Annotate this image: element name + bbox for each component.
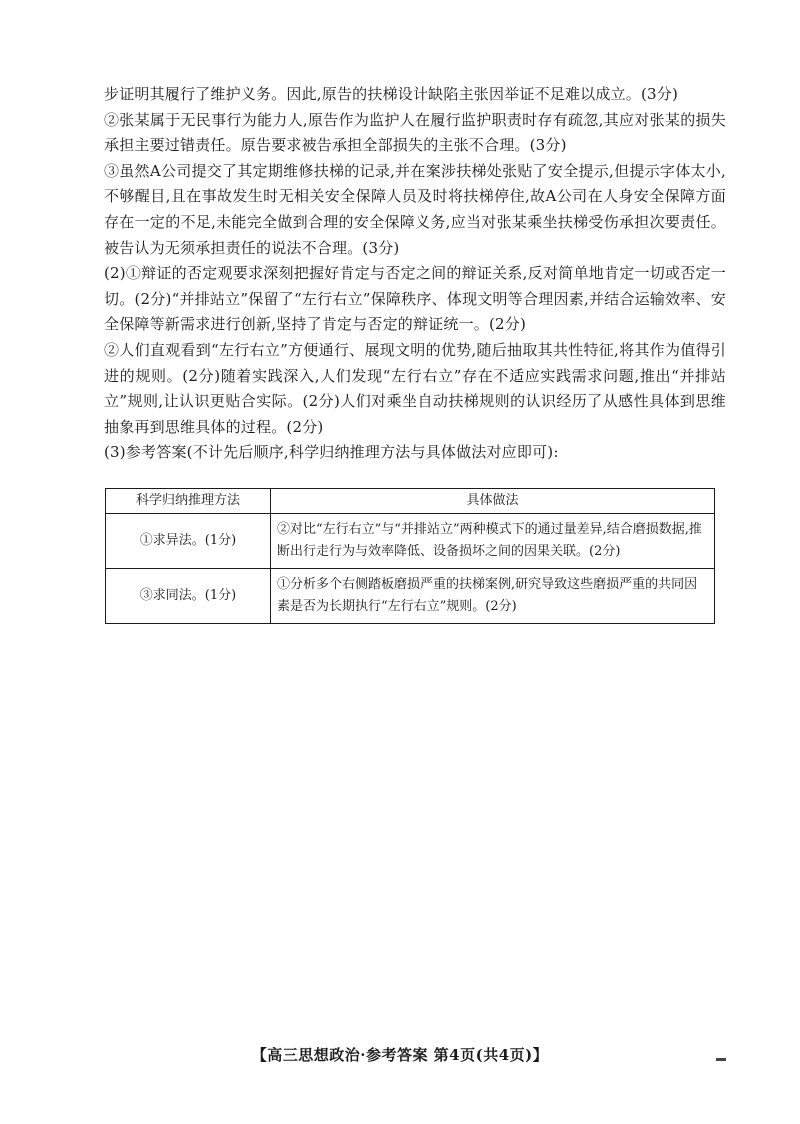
method-cell: ①求异法。(1分) <box>106 514 271 569</box>
practice-cell: ①分析多个右侧踏板磨损严重的扶梯案例,研究导致这些磨损严重的共同因素是否为长期执行“左行右立”规则。(2分) <box>271 569 715 624</box>
paragraph-5: ②人们直观看到“左行右立”方便通行、展现文明的优势,随后抽取其共性特征,将其作为值得引进的规则。(2分)随着实践深入,人们发现“左行右立”存在不适应实践需求问题,推出“并排站立”规则,让认识更贴合实际。(2分)人们对乘坐自动扶梯规则的认识经历了从感性具体到思维抽象再到思维具体的过程。(2分) <box>104 340 726 436</box>
paragraph-1: 步证明其履行了维护义务。因此,原告的扶梯设计缺陷主张因举证不足难以成立。(3分) <box>104 85 679 103</box>
page-footer: 【高三思想政治·参考答案 第4页(共4页)】 <box>251 1046 549 1064</box>
practice-cell: ②对比“左行右立”与“并排站立”两种模式下的通过量差异,结合磨损数据,推断出行走行为与效率降低、设备损坏之间的因果关联。(2分) <box>271 514 715 569</box>
paragraph-6: (3)参考答案(不计先后顺序,科学归纳推理方法与具体做法对应即可): <box>104 443 559 462</box>
paragraph-2: ②张某属于无民事行为能力人,原告作为监护人在履行监护职责时存有疏忽,其应对张某的损失承担主要过错责任。原告要求被告承担全部损失的主张不合理。(3分) <box>104 110 726 155</box>
paragraph-3: ③虽然A公司提交了其定期维修扶梯的记录,并在案涉扶梯处张贴了安全提示,但提示字体太小,不够醒目,且在事故发生时无相关安全保障人员及时将扶梯停住,故A公司在人身安全保障方面存在一定的不足,未能完全做到合理的安全保障义务,应当对张某乘坐扶梯受伤承担次要责任。被告认为无须承担责任的说法不合理。(3分) <box>104 161 726 257</box>
answer-text-block <box>104 82 726 466</box>
scan-mark <box>716 1058 726 1061</box>
paragraph-4: (2)①辩证的否定观要求深刻把握好肯定与否定之间的辩证关系,反对简单地肯定一切或否定一切。(2分)“并排站立”保留了“左行右立”保障秩序、体现文明等合理因素,并结合运输效率、安全保障等新需求进行创新,坚持了肯定与否定的辩证统一。(2分) <box>104 264 726 334</box>
method-cell: ③求同法。(1分) <box>106 569 271 624</box>
table-row <box>106 514 715 569</box>
table-row <box>106 569 715 624</box>
header-practice: 具体做法 <box>271 489 715 514</box>
table-header-row <box>106 489 715 514</box>
reasoning-methods-table <box>105 488 715 624</box>
header-method: 科学归纳推理方法 <box>106 489 271 514</box>
